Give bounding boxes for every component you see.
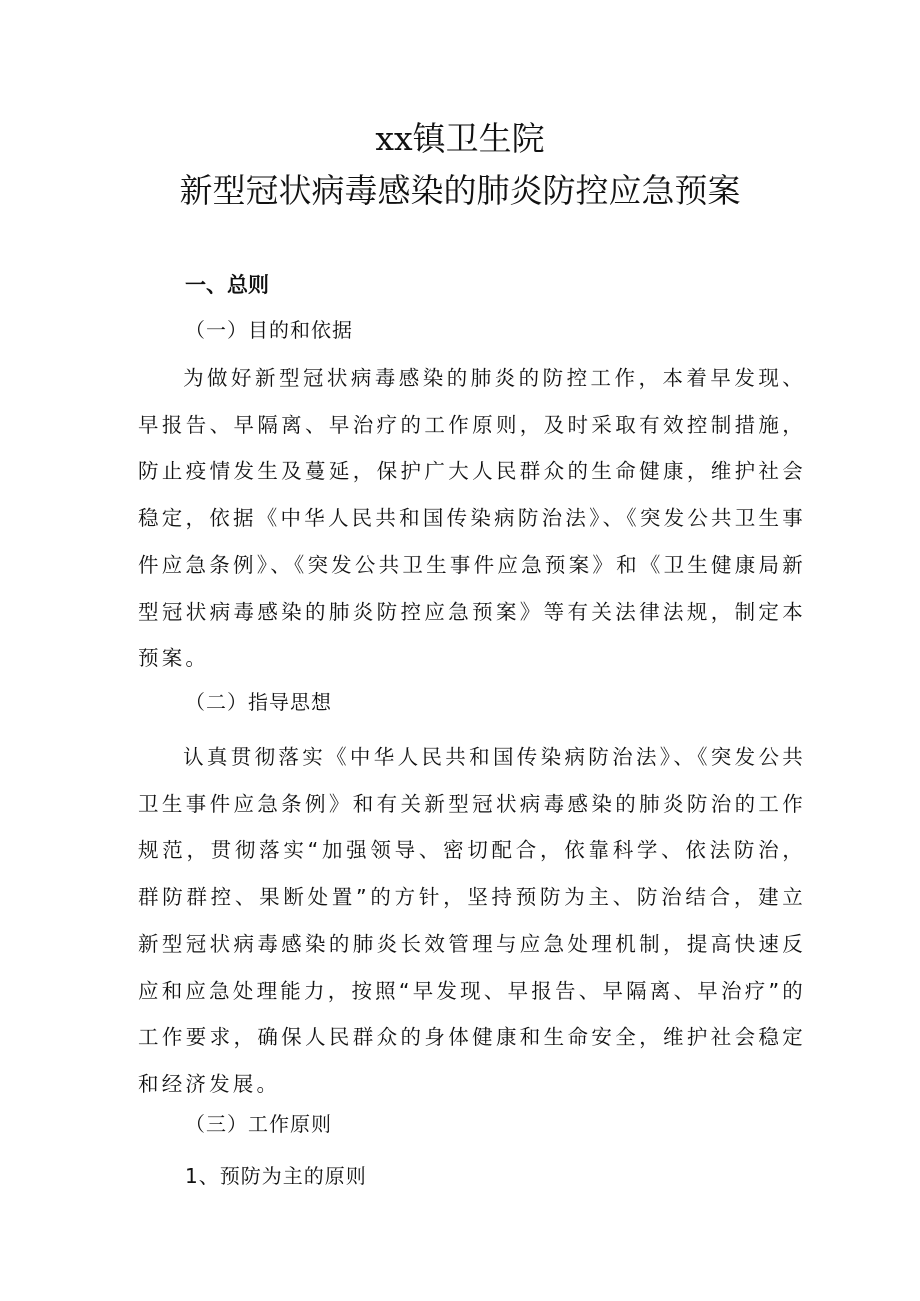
section-heading-general: 一、总则 [185, 273, 269, 297]
subsection-heading-guiding-ideology: （二）指导思想 [185, 690, 332, 714]
subsection-heading-purpose: （一）目的和依据 [185, 318, 353, 342]
paragraph-guiding-ideology: 认真贯彻落实《中华人民共和国传染病防治法》、《突发公共卫生事件应急条例》和有关新型冠状病毒感染的肺炎防治的工作规范，贯彻落实“加强领导、密切配合，依靠科学、依法防治，群防群控、果断处置”的方针，坚持预防为主、防治结合，建立新型冠状病毒感染的肺炎长效管理与应急处理机制，提高快速反应和应急处理能力，按照“早发现、早报告、早隔离、早治疗”的工作要求，确保人民群众的身体健康和生命安全，维护社会稳定和经济发展。 [138, 745, 806, 1096]
list-item-prevention-principle: 1、预防为主的原则 [185, 1164, 367, 1188]
paragraph-purpose: 为做好新型冠状病毒感染的肺炎的防控工作，本着早发现、早报告、早隔离、早治疗的工作原则，及时采取有效控制措施，防止疫情发生及蔓延，保护广大人民群众的生命健康，维护社会稳定，依据《中华人民共和国传染病防治法》、《突发公共卫生事件应急条例》、《突发公共卫生事件应急预案》和《卫生健康局新型冠状病毒感染的肺炎防控应急预案》等有关法律法规，制定本预案。 [138, 366, 806, 671]
subsection-heading-work-principles: （三）工作原则 [185, 1112, 332, 1136]
document-title-line2: 新型冠状病毒感染的肺炎防控应急预案 [179, 171, 741, 210]
document-title-line1: xx镇卫生院 [375, 119, 545, 158]
